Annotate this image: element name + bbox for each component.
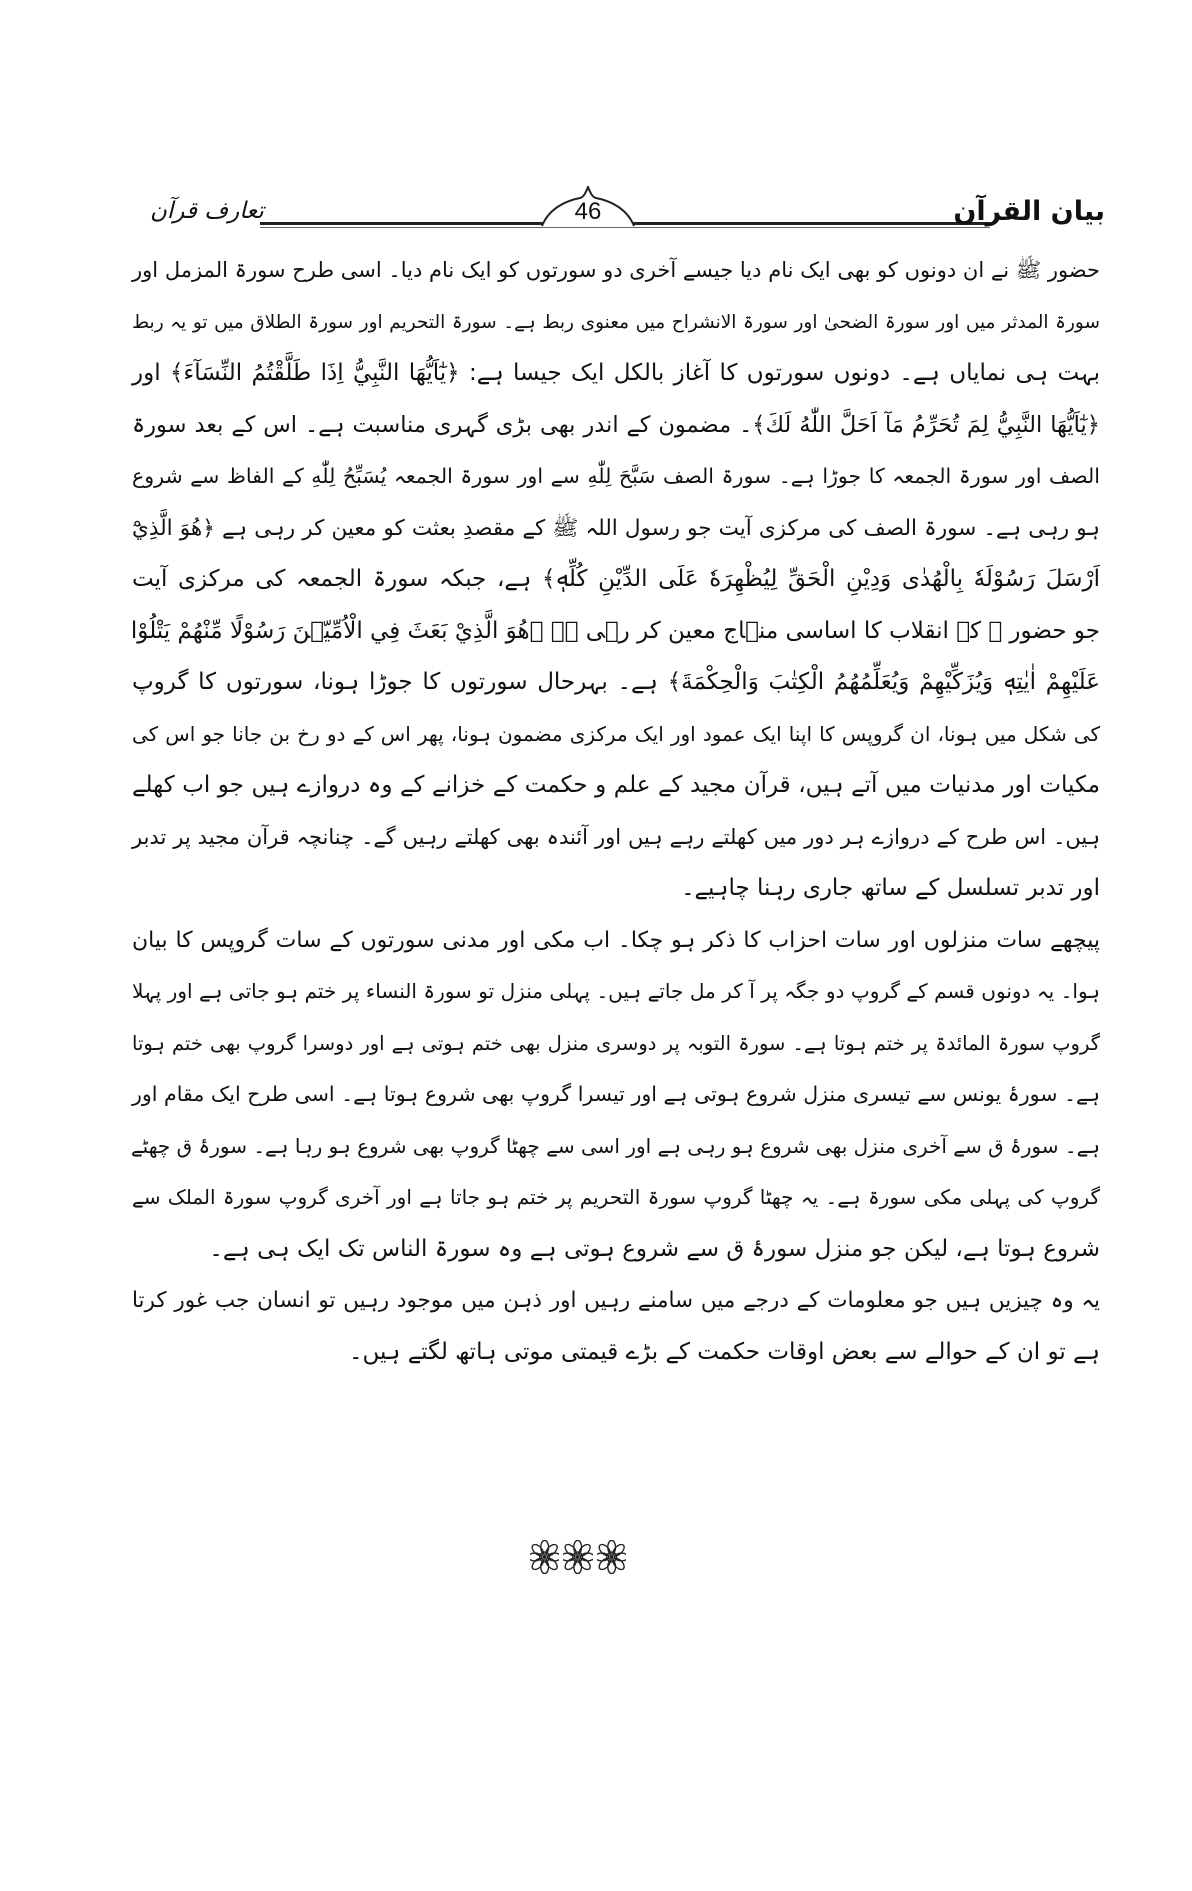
- text-line: عَلَيْهِمْ اٰيٰتِهٖ وَيُزَكِّيْهِمْ وَيُعَلِّمُهُمُ الْكِتٰبَ وَالْحِكْمَةَ﴾ ہے۔ بہرحال سورتوں کا جوڑا ہونا، سورتوں کا گروپ: [132, 669, 1100, 695]
- page-header: [150, 186, 1105, 246]
- text-line: گروپ کی پہلی مکی سورۃ ہے۔ یہ چھٹا گروپ سورۃ التحریم پر ختم ہو جاتا ہے اور آخری گروپ سورۃ الملک سے: [132, 1185, 1101, 1209]
- text-line: بہت ہی نمایاں ہے۔ دونوں سورتوں کا آغاز بالکل ایک جیسا ہے: ﴿يٰٓاَيُّهَا النَّبِيُّ اِذَا طَلَّقْتُمُ النِّسَآءَ﴾ اور: [132, 360, 1100, 386]
- text-line: سورۃ المدثر میں اور سورۃ الضحیٰ اور سورۃ الانشراح میں معنوی ربط ہے۔ سورۃ التحریم اور سورۃ الطلاق میں تو یہ ربط: [132, 311, 1100, 333]
- text-line: اَرْسَلَ رَسُوْلَهٗ بِالْهُدٰى وَدِيْنِ الْحَقِّ لِيُظْهِرَهٗ عَلَى الدِّيْنِ كُلِّهٖ﴾ ہے، جبکہ سورۃ الجمعہ کی مرکزی آیت: [132, 566, 1100, 592]
- text-line: پیچھے سات منزلوں اور سات احزاب کا ذکر ہو چکا۔ اب مکی اور مدنی سورتوں کے سات گروپس کا بیان: [132, 927, 1100, 953]
- rosette-icon: [597, 1540, 626, 1574]
- text-line: ہے۔ سورۂ ق سے آخری منزل بھی شروع ہو رہی ہے اور اسی سے چھٹا گروپ بھی شروع ہو رہا ہے۔ سورۂ ق چھٹے: [130, 1133, 1100, 1158]
- text-line: ہے۔ سورۂ یونس سے تیسری منزل شروع ہوتی ہے اور تیسرا گروپ بھی شروع ہوتا ہے۔ اسی طرح ایک مقام اور: [132, 1082, 1100, 1106]
- text-line: ہو رہی ہے۔ سورۃ الصف کی مرکزی آیت جو رسول اللہ ﷺ کے مقصدِ بعثت کو معین کر رہی ہے ﴿هُوَ الَّذِيْٓ: [132, 515, 1100, 541]
- text-line: ﴿يٰٓاَيُّهَا النَّبِيُّ لِمَ تُحَرِّمُ مَآ اَحَلَّ اللّٰهُ لَكَ﴾۔ مضمون کے اندر بھی بڑی گہری مناسبت ہے۔ اس کے بعد سورۃ: [132, 411, 1100, 438]
- text-line: حضور ﷺ نے ان دونوں کو بھی ایک نام دیا جیسے آخری دو سورتوں کو ایک نام دیا۔ اسی طرح سورۃ المزمل اور: [132, 258, 1100, 282]
- text-line: مکیات اور مدنیات میں آتے ہیں، قرآن مجید کے علم و حکمت کے خزانے کے وہ دروازے ہیں جو اب کھلے: [132, 772, 1100, 798]
- text-line: گروپ سورۃ المائدۃ پر ختم ہوتا ہے۔ سورۃ التوبہ پر دوسری منزل بھی ختم ہوتی ہے اور دوسرا گروپ بھی ختم ہوتا: [132, 1031, 1100, 1055]
- book-title: بیان القرآن: [953, 196, 1105, 227]
- text-line: یہ وہ چیزیں ہیں جو معلومات کے درجے میں سامنے رہیں اور ذہن میں موجود رہیں تو انسان جب غور کرتا: [132, 1288, 1100, 1313]
- rosette-icon: [563, 1540, 592, 1574]
- rosette-icon: [530, 1540, 559, 1574]
- text-line: جو حضور ﷺ کے انقلاب کا اساسی منہاج معین کر رہی ہے ﴿هُوَ الَّذِيْ بَعَثَ فِي الْاُمِّيّٖنَ رَسُوْلًا مِّنْهُمْ يَتْلُوْا: [130, 617, 1100, 644]
- text-line: ہوا۔ یہ دونوں قسم کے گروپ دو جگہ پر آ کر مل جاتے ہیں۔ پہلی منزل تو سورۃ النساء پر ختم ہو جاتی ہے اور پہلا: [132, 979, 1100, 1003]
- paragraph: [132, 915, 1100, 1276]
- text-line: الصف اور سورۃ الجمعہ کا جوڑا ہے۔ سورۃ الصف سَبَّحَ لِلّٰهِ سے اور سورۃ الجمعہ يُسَبِّحُ لِلّٰهِ کے الفاظ سے شروع: [132, 464, 1100, 488]
- end-ornaments: [530, 1540, 626, 1574]
- page-body: [132, 245, 1100, 1378]
- text-line: شروع ہوتا ہے، لیکن جو منزل سورۂ ق سے شروع ہوتی ہے وہ سورۃ الناس تک ایک ہی ہے۔: [209, 1235, 1100, 1262]
- paragraph: [132, 245, 1100, 915]
- text-line: کی شکل میں ہونا، ان گروپس کا اپنا ایک عمود اور ایک مرکزی مضمون ہونا، پھر اس کے دو رخ بن جانا جو اس کی: [132, 721, 1100, 746]
- section-title: تعارف قرآن: [150, 198, 264, 224]
- text-line: ہے تو ان کے حوالے سے بعض اوقات حکمت کے بڑے قیمتی موتی ہاتھ لگتے ہیں۔: [348, 1338, 1100, 1365]
- text-line: اور تدبر تسلسل کے ساتھ جاری رہنا چاہیے۔: [681, 875, 1100, 901]
- paragraph: [132, 1275, 1100, 1378]
- page-number: 46: [574, 198, 602, 225]
- text-line: ہیں۔ اس طرح کے دروازے ہر دور میں کھلتے رہے ہیں اور آئندہ بھی کھلتے رہیں گے۔ چنانچہ قرآن مجید پر تدبر: [132, 824, 1100, 849]
